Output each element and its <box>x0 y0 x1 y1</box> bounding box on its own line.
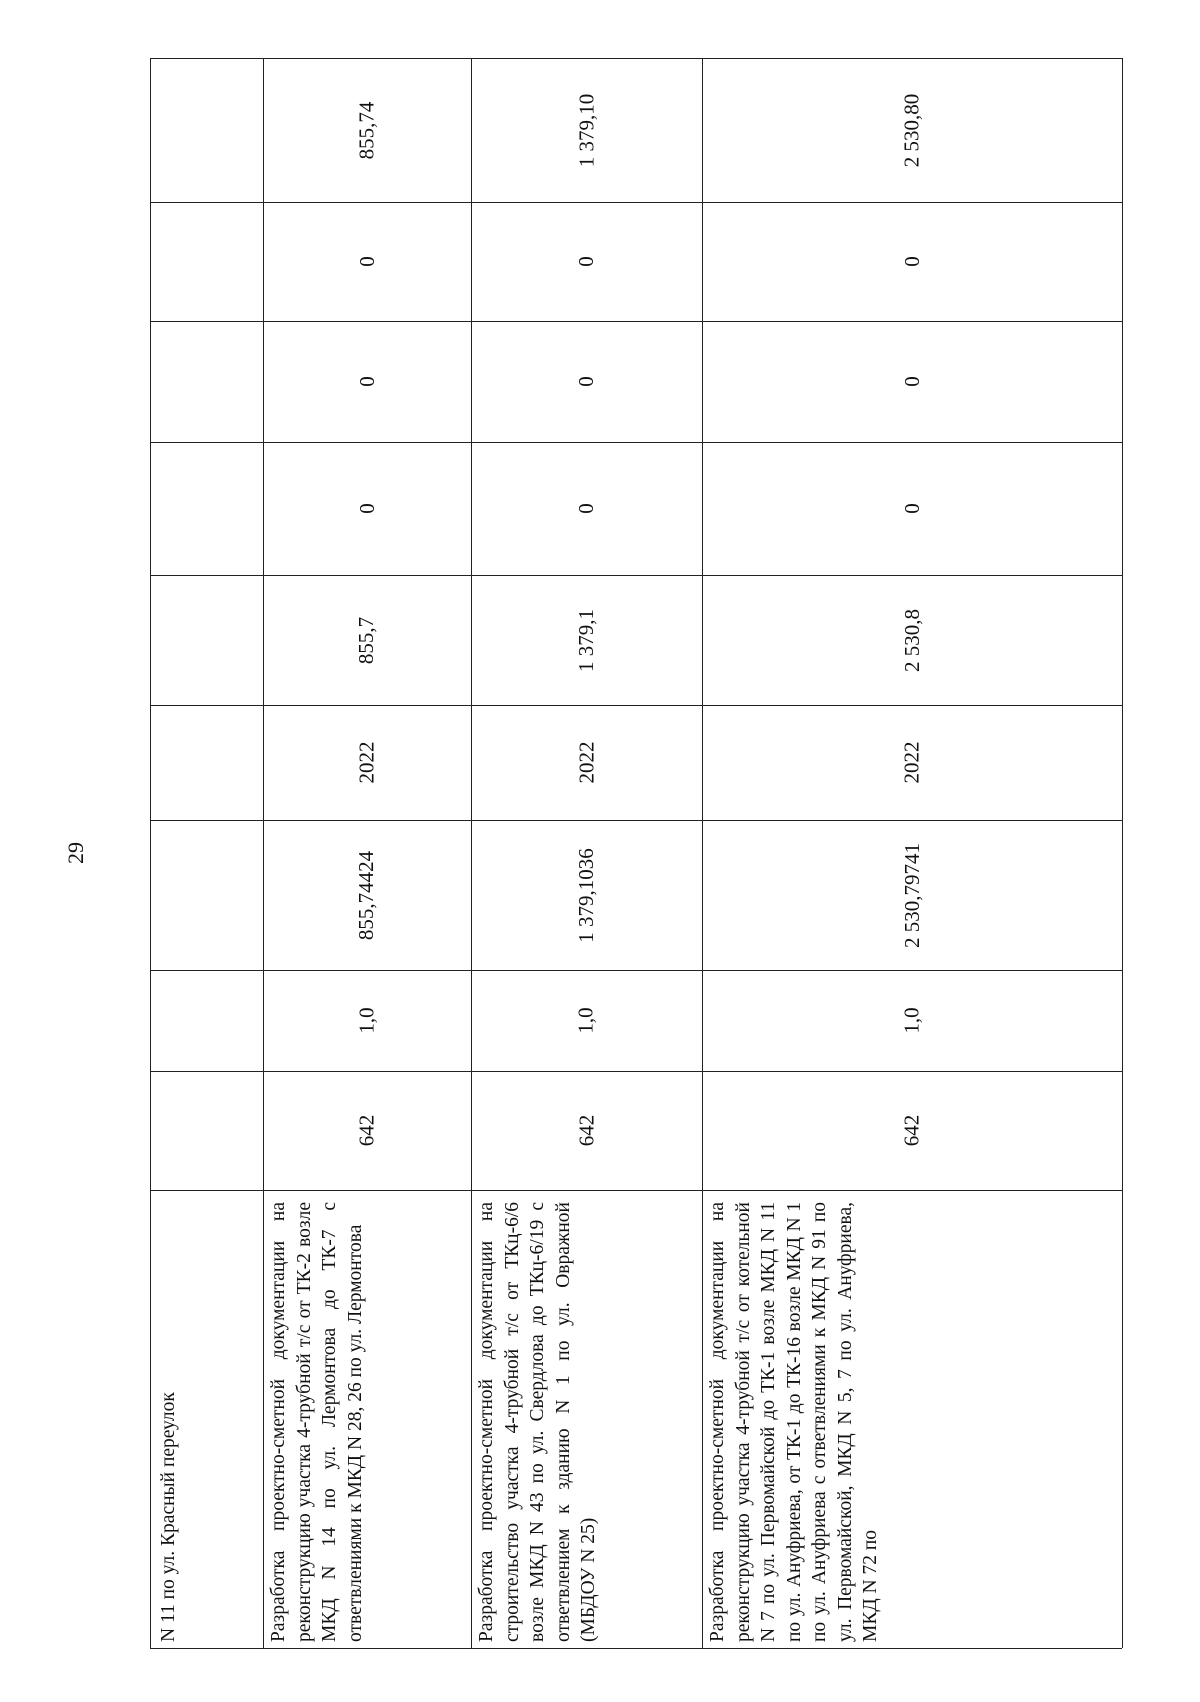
row-1-col-c2: 0 <box>354 376 379 387</box>
table-rule <box>150 1190 1122 1191</box>
row-3-cost: 2 530,79741 <box>899 842 924 948</box>
row-2-cost: 1 379,1036 <box>574 847 598 943</box>
table-rule <box>1122 58 1123 1648</box>
page-number: 29 <box>63 842 88 864</box>
row-3-col-c2: 0 <box>899 376 924 387</box>
row-3-year: 2022 <box>899 741 924 784</box>
row-3-total: 2 530,80 <box>899 93 924 167</box>
row-3-code: 642 <box>899 1114 924 1147</box>
row-3-description: Разработка проектно-сметной документации на реконструкцию участка 4-трубной т/с от котельной N 7 по ул. Первомайской до ТК-1 возле МКД N 11 по ул. Ануфриева, от ТК-1 до ТК-16 возле МКД N 1 по ул. Ануфриева с ответвлениями к МКД N 91 по ул. Первомайской, МКД N 5, 7 по ул. Ануфриева, МКД N 72 по <box>707 1202 881 1642</box>
row-2-col-c2: 0 <box>574 376 598 387</box>
row-1-cost: 855,74424 <box>354 850 379 940</box>
row-2-col-c1: 0 <box>574 503 598 514</box>
row-3-amount: 2 530,8 <box>899 608 924 672</box>
row-1-col-c1: 0 <box>354 503 379 514</box>
row-2-coef: 1,0 <box>574 1007 598 1034</box>
row-2-description: Разработка проектно-сметной документации на строительство участка 4-трубной т/с от ТКц-6/6 возле МКД N 43 по ул. Свердлова до ТКц-6/19 с ответвлением к зданию N 1 по ул. Овражной (МБДОУ N 25) <box>476 1202 599 1642</box>
row-1-col-c3: 0 <box>354 256 379 267</box>
row-2-code: 642 <box>574 1114 598 1147</box>
row-3-col-c1: 0 <box>899 503 924 514</box>
row-2-amount: 1 379,1 <box>574 608 598 672</box>
row-3-col-c3: 0 <box>899 256 924 267</box>
row-1-coef: 1,0 <box>354 1007 379 1034</box>
table-rule <box>150 58 151 1648</box>
row-3-coef: 1,0 <box>899 1007 924 1034</box>
row-2-total: 1 379,10 <box>574 93 598 167</box>
row-1-code: 642 <box>354 1114 379 1147</box>
row-1-total: 855,74 <box>354 101 379 159</box>
row-2-col-c3: 0 <box>574 256 598 267</box>
document-table <box>150 58 1122 1648</box>
row-1-amount: 855,7 <box>354 616 379 664</box>
prev-row-description: N 11 по ул. Красный переулок <box>158 1392 179 1642</box>
row-1-year: 2022 <box>354 741 379 784</box>
table-rule <box>150 1648 1122 1649</box>
row-2-year: 2022 <box>574 741 598 784</box>
row-1-description: Разработка проектно-сметной документации на реконструкцию участка 4-трубной т/с от ТК-2 возле МКД N 14 по ул. Лермонтова до ТК-7 с ответвлениями к МКД N 28, 26 по ул. Лермонтова <box>268 1202 366 1642</box>
